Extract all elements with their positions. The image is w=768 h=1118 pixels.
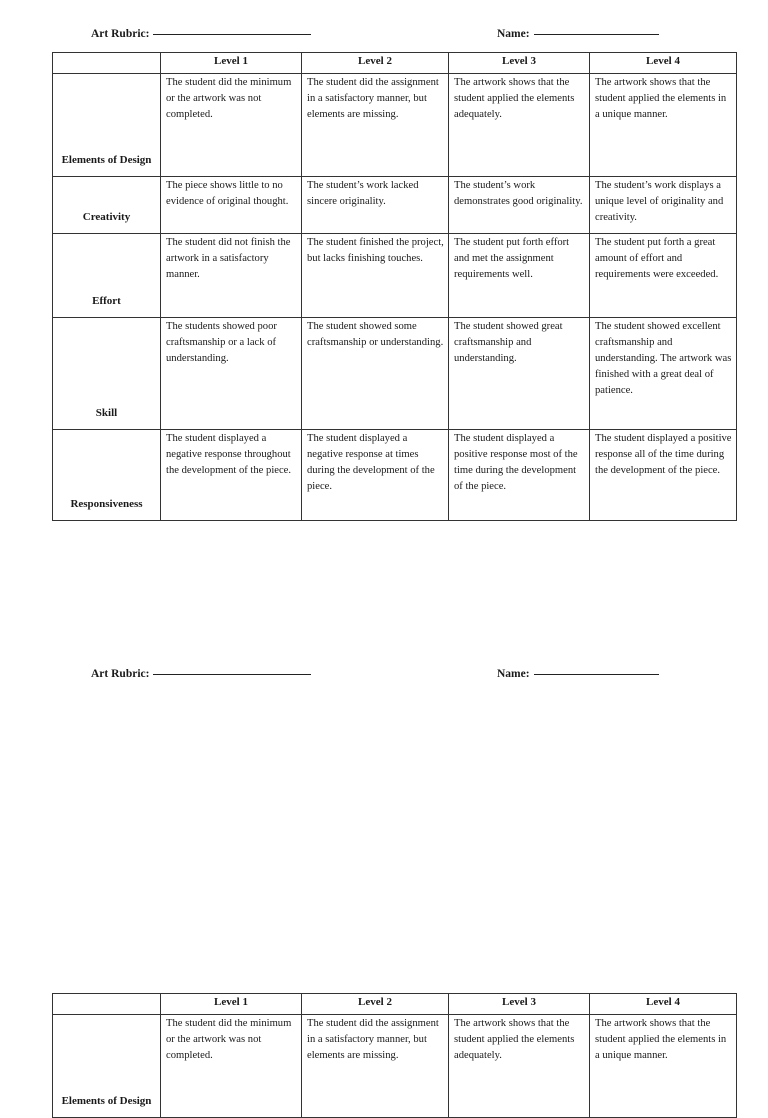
rubric-cell: The student displayed a positive response most of the time during the development of the piece.: [449, 430, 590, 521]
row-label-elements-of-design: Elements of Design: [53, 74, 161, 177]
level-3-header: Level 3: [449, 994, 590, 1015]
rubric-cell: The student showed excellent craftsmanship and understanding. The artwork was finished with a great deal of patience.: [590, 318, 737, 430]
rubric-cell: The student put forth a great amount of effort and requirements were exceeded.: [590, 234, 737, 318]
name-blank: [534, 674, 659, 675]
rubric-cell: The students showed poor craftsmanship or a lack of understanding.: [161, 318, 302, 430]
rubric-cell: The student’s work demonstrates good originality.: [449, 177, 590, 234]
rubric-cell: The student finished the project, but lacks finishing touches.: [302, 234, 449, 318]
level-3-header: Level 3: [449, 53, 590, 74]
rubric-cell: The student showed some craftsmanship or understanding.: [302, 318, 449, 430]
rubric-cell: The student put forth effort and met the assignment requirements well.: [449, 234, 590, 318]
rubric-cell: The artwork shows that the student applied the elements adequately.: [449, 1015, 590, 1118]
rubric-cell: The artwork shows that the student applied the elements in a unique manner.: [590, 1015, 737, 1118]
name-blank: [534, 34, 659, 35]
table-row: [53, 318, 737, 430]
corner-cell: [53, 994, 161, 1015]
rubric-table: [52, 52, 737, 521]
rubric-header-row: [53, 53, 737, 74]
rubric-cell: The student did the minimum or the artwork was not completed.: [161, 74, 302, 177]
rubric-cell: The student’s work lacked sincere originality.: [302, 177, 449, 234]
rubric-cell: The student did not finish the artwork in a satisfactory manner.: [161, 234, 302, 318]
corner-cell: [53, 53, 161, 74]
table-row: [53, 430, 737, 521]
name-label: Name:: [497, 668, 530, 680]
table-row: [53, 234, 737, 318]
rubric-cell: The student displayed a negative response throughout the development of the piece.: [161, 430, 302, 521]
level-2-header: Level 2: [302, 53, 449, 74]
rubric-cell: The student’s work displays a unique level of originality and creativity.: [590, 177, 737, 234]
rubric-cell: The student did the assignment in a satisfactory manner, but elements are missing.: [302, 1015, 449, 1118]
level-1-header: Level 1: [161, 53, 302, 74]
table-row: [53, 177, 737, 234]
rubric-table-2: [52, 993, 737, 1118]
level-1-header: Level 1: [161, 994, 302, 1015]
art-rubric-label: Art Rubric:: [91, 668, 150, 680]
art-rubric-field-2: [91, 668, 311, 680]
rubric-cell: The piece shows little to no evidence of original thought.: [161, 177, 302, 234]
art-rubric-blank: [153, 34, 311, 35]
rubric-cell: The student displayed a negative response at times during the development of the piece.: [302, 430, 449, 521]
row-label-elements-of-design: Elements of Design: [53, 1015, 161, 1118]
rubric-cell: The student did the assignment in a satisfactory manner, but elements are missing.: [302, 74, 449, 177]
level-4-header: Level 4: [590, 994, 737, 1015]
name-field-2: [497, 668, 659, 680]
row-label-responsiveness: Responsiveness: [53, 430, 161, 521]
art-rubric-field: [91, 28, 311, 40]
rubric-table-2-clip: [0, 990, 768, 1107]
level-2-header: Level 2: [302, 994, 449, 1015]
rubric-cell: The artwork shows that the student applied the elements in a unique manner.: [590, 74, 737, 177]
rubric-header-row: [53, 994, 737, 1015]
table-row: [53, 1015, 737, 1118]
table-row: [53, 74, 737, 177]
rubric-cell: The student showed great craftsmanship and understanding.: [449, 318, 590, 430]
art-rubric-blank: [153, 674, 311, 675]
level-4-header: Level 4: [590, 53, 737, 74]
name-label: Name:: [497, 28, 530, 40]
rubric-cell: The student displayed a positive response all of the time during the development of the piece.: [590, 430, 737, 521]
row-label-creativity: Creativity: [53, 177, 161, 234]
rubric-cell: The student did the minimum or the artwork was not completed.: [161, 1015, 302, 1118]
row-label-effort: Effort: [53, 234, 161, 318]
name-field: [497, 28, 659, 40]
row-label-skill: Skill: [53, 318, 161, 430]
rubric-cell: The artwork shows that the student applied the elements adequately.: [449, 74, 590, 177]
art-rubric-label: Art Rubric:: [91, 28, 150, 40]
